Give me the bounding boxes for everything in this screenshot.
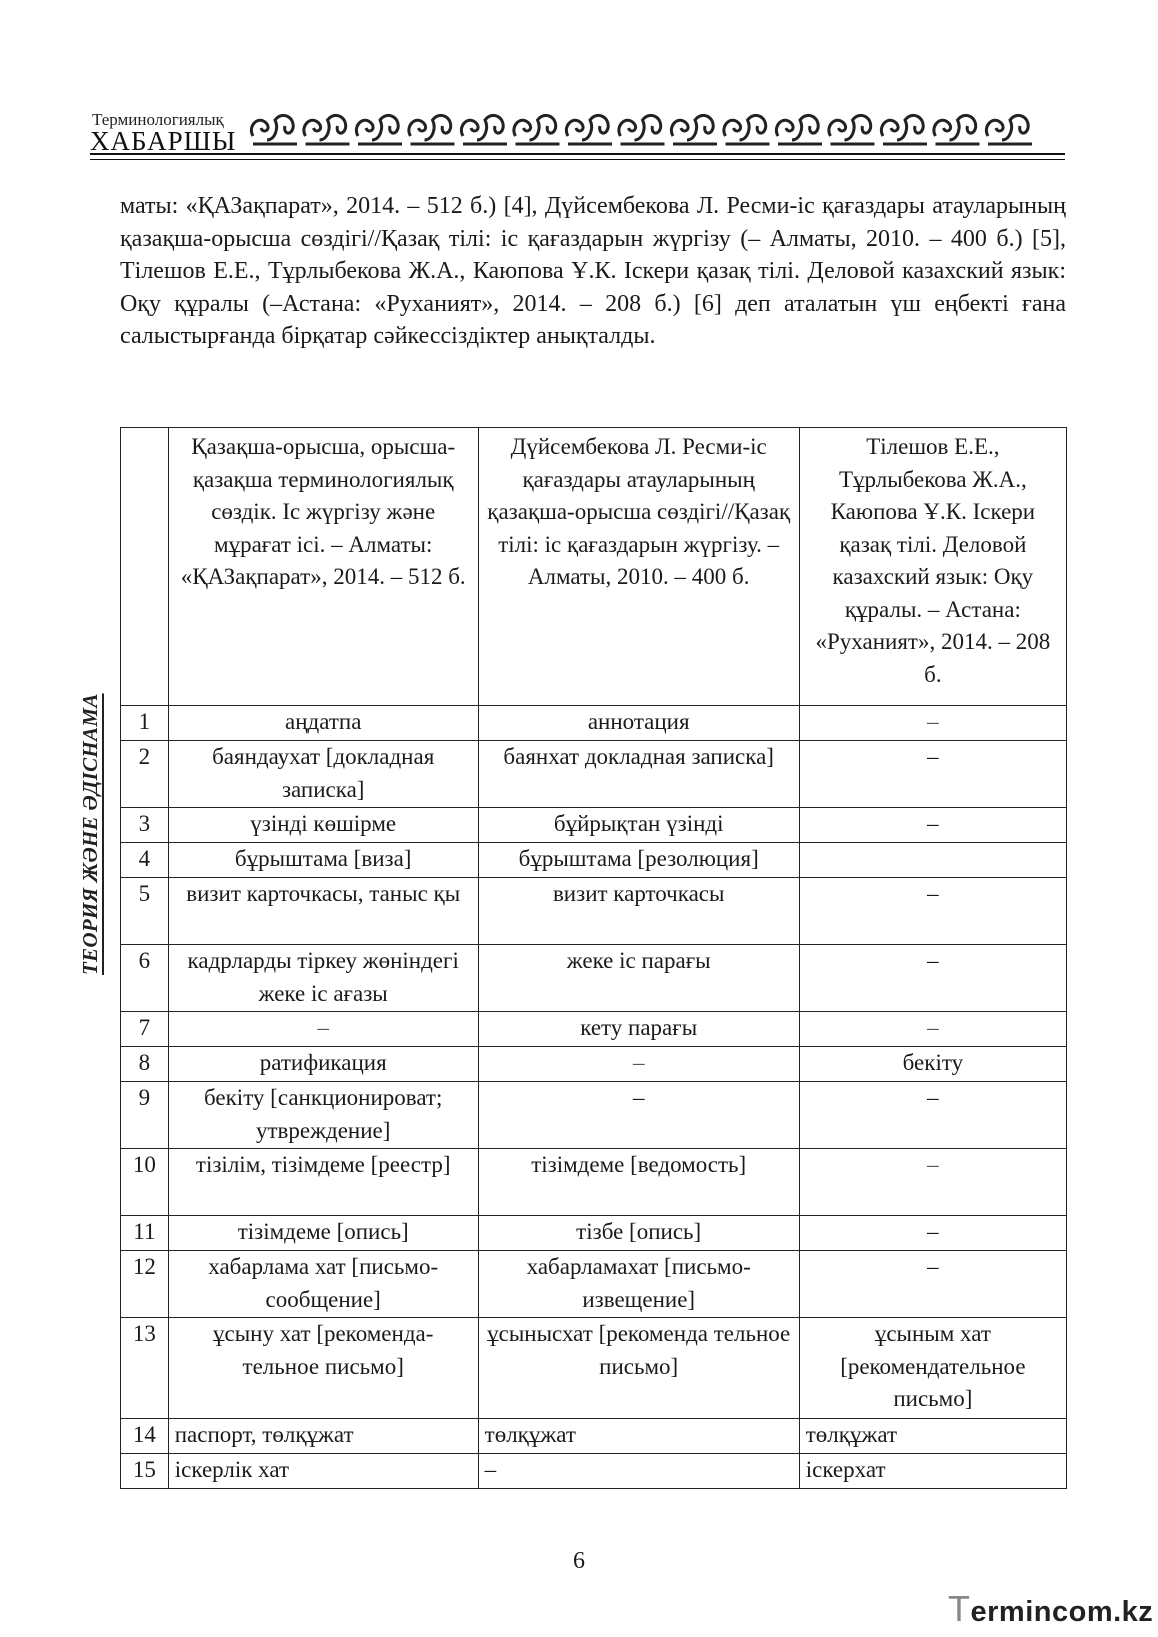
row-number: 10	[121, 1149, 169, 1216]
term-cell-1: тізілім, тізімдеме [реестр]	[168, 1149, 478, 1216]
row-number: 9	[121, 1082, 169, 1149]
row-number: 3	[121, 808, 169, 843]
table-row	[121, 1318, 1067, 1419]
term-cell-2: аннотация	[478, 706, 799, 741]
ornament-motif	[566, 115, 612, 144]
term-cell-3: іскерхат	[799, 1454, 1066, 1489]
term-cell-3: –	[799, 706, 1066, 741]
ornament-border	[243, 106, 1063, 152]
ornament-motif	[986, 115, 1032, 144]
table-row	[121, 1216, 1067, 1251]
ornament-motif	[304, 115, 350, 144]
ornament-motif	[724, 115, 770, 144]
journal-title: ХАБАРШЫ	[90, 126, 237, 156]
term-cell-3: бекіту	[799, 1047, 1066, 1082]
row-number: 2	[121, 741, 169, 808]
table-row	[121, 1454, 1067, 1489]
term-cell-2: тізбе [опись]	[478, 1216, 799, 1251]
term-cell-3: –	[799, 945, 1066, 1012]
term-cell-1: паспорт, төлқұжат	[168, 1419, 478, 1454]
row-number: 5	[121, 878, 169, 945]
logo-text: erminc	[970, 1596, 1069, 1628]
term-cell-3: –	[799, 878, 1066, 945]
termincom-logo	[948, 1588, 1153, 1630]
term-cell-3: ұсыным хат [рекомендательное письмо]	[799, 1318, 1066, 1419]
term-cell-3: –	[799, 1251, 1066, 1318]
term-cell-2: –	[478, 1082, 799, 1149]
page-number: 6	[573, 1548, 585, 1574]
term-cell-1: іскерлік хат	[168, 1454, 478, 1489]
table-row	[121, 808, 1067, 843]
term-cell-1: ұсыну хат [рекоменда-тельное письмо]	[168, 1318, 478, 1419]
ornament-motif	[409, 115, 455, 144]
logo-domain: m.kz	[1086, 1596, 1154, 1628]
table-row	[121, 1047, 1067, 1082]
ornament-motif	[356, 115, 402, 144]
term-cell-2: –	[478, 1047, 799, 1082]
term-cell-2: төлқұжат	[478, 1419, 799, 1454]
table-row	[121, 706, 1067, 741]
term-cell-2: хабарламахат [письмо-извещение]	[478, 1251, 799, 1318]
table-row	[121, 1082, 1067, 1149]
term-cell-2: визит карточкасы	[478, 878, 799, 945]
term-cell-2: тізімдеме [ведомость]	[478, 1149, 799, 1216]
header-rule	[90, 153, 1065, 155]
row-number: 1	[121, 706, 169, 741]
term-cell-1: баяндаухат [докладная записка]	[168, 741, 478, 808]
ornament-motif	[776, 115, 822, 144]
term-cell-1: тізімдеме [опись]	[168, 1216, 478, 1251]
ornament-motif	[461, 115, 507, 144]
term-cell-2: кету парағы	[478, 1012, 799, 1047]
ornament-motif	[251, 115, 297, 144]
term-cell-3: –	[799, 1149, 1066, 1216]
row-number: 4	[121, 843, 169, 878]
term-cell-1: –	[168, 1012, 478, 1047]
ornament-motif	[619, 115, 665, 144]
table-header-row	[121, 428, 1067, 706]
term-cell-1: аңдатпа	[168, 706, 478, 741]
row-number: 12	[121, 1251, 169, 1318]
ornament-motif	[934, 115, 980, 144]
term-cell-3: –	[799, 1082, 1066, 1149]
term-cell-2: бұрыштама [резолюция]	[478, 843, 799, 878]
ornament-motif	[514, 115, 560, 144]
term-cell-3: –	[799, 1216, 1066, 1251]
ornament-motif	[671, 115, 717, 144]
table-row	[121, 1419, 1067, 1454]
header-cell-source-1: Қазақша-орысша, орысша-қазақша терминологиялық сөздік. Іс жүргізу және мұрағат ісі. – Алматы: «ҚАЗақпарат», 2014. – 512 б.	[168, 428, 478, 706]
table-row	[121, 1149, 1067, 1216]
term-cell-1: бекіту [санкционироват; утврeждение]	[168, 1082, 478, 1149]
table-row	[121, 1251, 1067, 1318]
term-cell-1: визит карточкасы, таныс қы	[168, 878, 478, 945]
term-cell-3: –	[799, 1012, 1066, 1047]
term-cell-1: хабарлама хат [письмо-сообщение]	[168, 1251, 478, 1318]
section-side-label: ТЕОРИЯ ЖӘНЕ ӘДІСНАМА	[78, 693, 102, 975]
term-cell-1: ратификация	[168, 1047, 478, 1082]
term-cell-1: кадрларды тіркеу жөніндегі жеке іс ағазы	[168, 945, 478, 1012]
table-row	[121, 843, 1067, 878]
row-number: 14	[121, 1419, 169, 1454]
row-number: 15	[121, 1454, 169, 1489]
ornament-motif	[881, 115, 927, 144]
body-paragraph: маты: «ҚАЗақпарат», 2014. – 512 б.) [4], Дүйсембекова Л. Ресми-іс қағаздары атауларының қазақша-орысша сөздігі//Қазақ тілі: іс қағаздарын жүргізу (– Алматы, 2010. – 400 б.) [5], Тілешов Е.Е., Тұрлыбекова Ж.А., Каюпова Ұ.К. Іскери қазақ тілі. Деловой казахский язык: Оқу құралы (–Астана: «Руханият», 2014. – 208 б.) [6] деп аталатын үш еңбекті ғана салыстырғанда бірқатар сәйкессіздіктер анықталды.	[120, 193, 1066, 349]
term-cell-3: төлқұжат	[799, 1419, 1066, 1454]
row-number: 7	[121, 1012, 169, 1047]
row-number: 13	[121, 1318, 169, 1419]
term-cell-1: үзінді көшірме	[168, 808, 478, 843]
term-cell-1: бұрыштама [виза]	[168, 843, 478, 878]
term-cell-2: баянхат докладная записка]	[478, 741, 799, 808]
journal-subtitle: Терминологиялық	[92, 110, 224, 129]
header-cell-source-2: Дүйсембекова Л. Ресми-іс қағаздары атауларының қазақша-орысша сөздігі//Қазақ тілі: іс қағаздарын жүргізу. – Алматы, 2010. – 400 б.	[478, 428, 799, 706]
table-row	[121, 741, 1067, 808]
term-cell-2: бұйрықтан үзінді	[478, 808, 799, 843]
header-cell-source-3: Тілешов Е.Е., Тұрлыбекова Ж.А., Каюпова Ұ.К. Іскери қазақ тілі. Деловой казахский язык: Оқу құралы. – Астана: «Руханият», 2014. – 208 б.	[799, 428, 1066, 706]
term-cell-2: жеке іс парағы	[478, 945, 799, 1012]
term-cell-3: –	[799, 808, 1066, 843]
logo-letter-t: T	[948, 1588, 971, 1629]
header-rule-thin	[90, 159, 1065, 160]
table-row	[121, 1012, 1067, 1047]
logo-ring: o	[1068, 1596, 1087, 1628]
table-row	[121, 945, 1067, 1012]
term-cell-3: –	[799, 741, 1066, 808]
term-cell-2: –	[478, 1454, 799, 1489]
row-number: 8	[121, 1047, 169, 1082]
header-cell-number	[121, 428, 169, 706]
term-cell-3	[799, 843, 1066, 878]
table-row	[121, 878, 1067, 945]
terminology-comparison-table	[120, 427, 1067, 1489]
row-number: 6	[121, 945, 169, 1012]
row-number: 11	[121, 1216, 169, 1251]
ornament-motif	[829, 115, 875, 144]
term-cell-2: ұсынысхат [рекоменда тельное письмо]	[478, 1318, 799, 1419]
